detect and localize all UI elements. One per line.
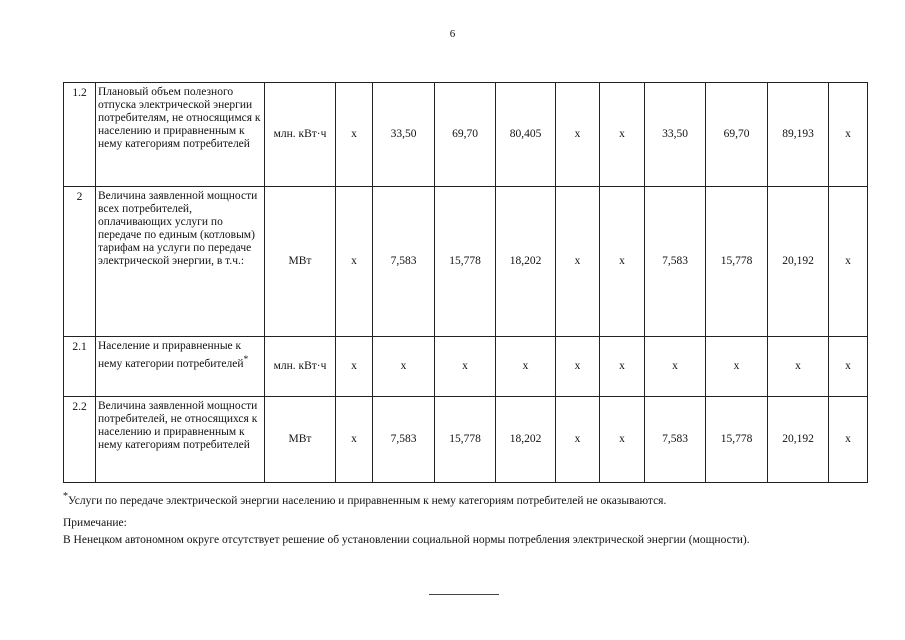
value-cell: 18,202 (496, 397, 556, 483)
note-title: Примечание: (63, 517, 127, 529)
table-row (64, 83, 868, 187)
value-cell: х (829, 337, 868, 397)
value-cell: х (706, 337, 768, 397)
footnote-marker: * (63, 491, 68, 502)
row-unit: млн. кВт·ч (265, 83, 336, 187)
value-cell: х (600, 337, 645, 397)
value-cell: х (336, 337, 373, 397)
value-cell: х (829, 397, 868, 483)
value-cell: х (556, 187, 600, 337)
row-number: 1.2 (64, 83, 96, 187)
value-cell: х (556, 337, 600, 397)
value-cell: 69,70 (435, 83, 496, 187)
value-cell: х (829, 83, 868, 187)
footnote (63, 491, 666, 507)
end-divider (429, 594, 499, 595)
value-cell: х (435, 337, 496, 397)
value-cell: х (556, 83, 600, 187)
value-cell: х (600, 187, 645, 337)
value-cell: х (336, 397, 373, 483)
value-cell: 89,193 (768, 83, 829, 187)
note-text: В Ненецком автономном округе отсутствует решение об установлении социальной нормы потребления электрической энергии (мощности). (63, 534, 750, 546)
value-cell: 80,405 (496, 83, 556, 187)
value-cell: х (373, 337, 435, 397)
value-cell: 7,583 (645, 397, 706, 483)
value-cell: 15,778 (706, 187, 768, 337)
value-cell: 18,202 (496, 187, 556, 337)
table-row (64, 337, 868, 397)
value-cell: х (556, 397, 600, 483)
value-cell: 7,583 (645, 187, 706, 337)
row-unit: МВт (265, 187, 336, 337)
value-cell: х (645, 337, 706, 397)
value-cell: 33,50 (645, 83, 706, 187)
value-cell: 33,50 (373, 83, 435, 187)
row-number: 2.1 (64, 337, 96, 397)
page-number: 6 (449, 28, 456, 40)
value-cell: 20,192 (768, 397, 829, 483)
value-cell: х (336, 83, 373, 187)
footnote-marker: * (243, 354, 249, 365)
tariff-table (63, 82, 868, 483)
row-unit: млн. кВт·ч (265, 337, 336, 397)
table-row (64, 397, 868, 483)
value-cell: 15,778 (435, 187, 496, 337)
value-cell: 15,778 (435, 397, 496, 483)
row-name: Плановый объем полезного отпуска электрической энергии потребителям, не относящимся к населению и приравненным к нему категориям потребителей (96, 83, 265, 187)
value-cell: х (768, 337, 829, 397)
value-cell: 7,583 (373, 187, 435, 337)
row-name: Величина заявленной мощности всех потребителей, оплачивающих услуги по передаче по единым (котловым) тарифам на услуги по передаче электрической энергии, в т.ч.: (96, 187, 265, 337)
value-cell: 7,583 (373, 397, 435, 483)
row-number: 2 (64, 187, 96, 337)
value-cell: 20,192 (768, 187, 829, 337)
row-name: Величина заявленной мощности потребителей, не относящихся к населению и приравненным к нему категориям потребителей (96, 397, 265, 483)
value-cell: 69,70 (706, 83, 768, 187)
footnote-text: Услуги по передаче электрической энергии населению и приравненным к нему категориям потребителей не оказываются. (68, 494, 667, 507)
row-name (96, 337, 265, 397)
value-cell: х (496, 337, 556, 397)
value-cell: 15,778 (706, 397, 768, 483)
value-cell: х (600, 397, 645, 483)
value-cell: х (336, 187, 373, 337)
row-name-text: Население и приравненные к нему категории потребителей (98, 340, 244, 370)
row-number: 2.2 (64, 397, 96, 483)
value-cell: х (829, 187, 868, 337)
row-unit: МВт (265, 397, 336, 483)
table-row (64, 187, 868, 337)
value-cell: х (600, 83, 645, 187)
